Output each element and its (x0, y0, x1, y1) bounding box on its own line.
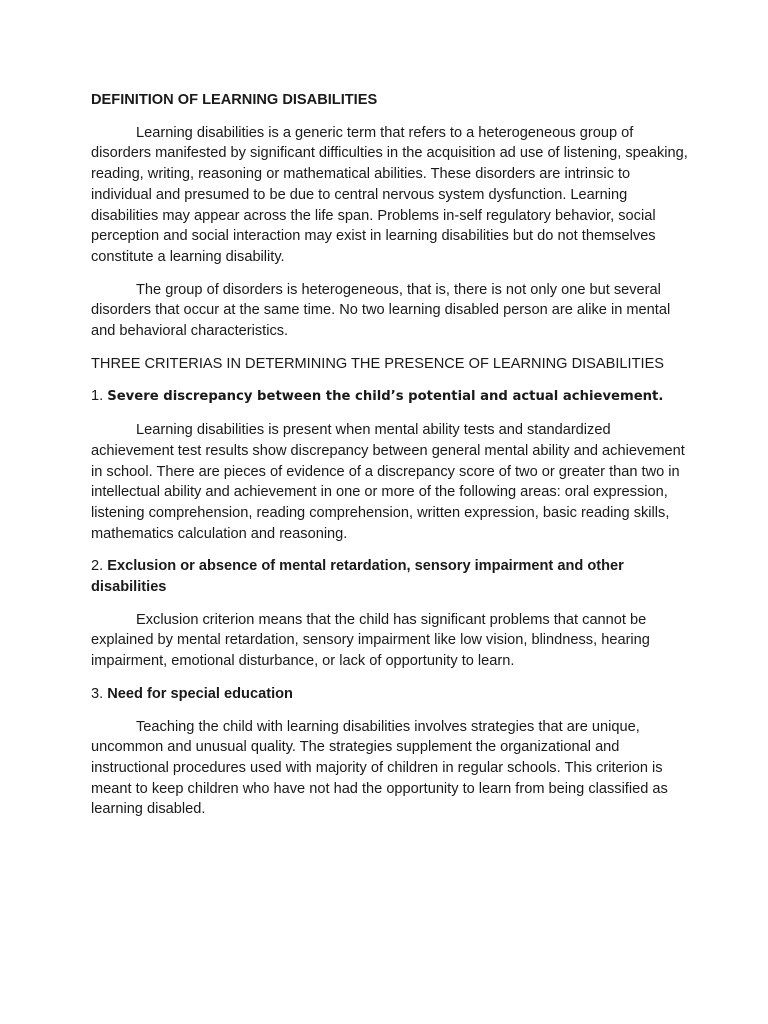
document-page (91, 90, 691, 832)
criterion-3-number: 3. (91, 685, 104, 702)
criterion-2-number: 2. (91, 558, 104, 575)
criterion-1-heading (91, 386, 691, 408)
criterion-3-heading (91, 684, 691, 705)
criterion-2-title: Exclusion or absence of mental retardation, sensory impairment and other disabilities (91, 558, 624, 596)
criterion-2-body: Exclusion criterion means that the child has significant problems that cannot be explained by mental retardation, sensory impairment like low vision, blindness, hearing impairment, emotional disturbance, or lack of opportunity to learn. (91, 611, 650, 670)
criteria-heading: THREE CRITERIAS IN DETERMINING THE PRESENCE OF LEARNING DISABILITIES (91, 355, 665, 372)
criterion-1-body: Learning disabilities is present when mental ability tests and standardized achievement test results show discrepancy between general mental ability and achievement in school. There are pieces of evidence of a discrepancy score of two or greater than two in intellectual ability and achievement in one or more of the following areas: oral expression, listening comprehension, reading comprehension, written expression, basic reading skills, mathematics calculation and reasoning. (91, 422, 685, 542)
criterion-3-body: Teaching the child with learning disabilities involves strategies that are unique, uncommon and unusual quality. The strategies supplement the organizational and instructional procedures used with majority of children in regular schools. This criterion is meant to keep children who have not had the opportunity to learn from being classified as learning disabled. (91, 718, 668, 818)
document-title: DEFINITION OF LEARNING DISABILITIES (91, 92, 378, 108)
heterogeneity-paragraph: The group of disorders is heterogeneous, that is, there is not only one but several disorders that occur at the same time. No two learning disabled person are alike in mental and behavioral characteristics. (91, 281, 671, 340)
criterion-3-title: Need for special education (107, 685, 293, 702)
criterion-2-heading (91, 556, 691, 597)
criterion-1-title: Severe discrepancy between the child’s potential and actual achievement. (107, 389, 664, 405)
criterion-1-number: 1. (91, 388, 104, 405)
definition-paragraph: Learning disabilities is a generic term that refers to a heterogeneous group of disorders manifested by significant difficulties in the acquisition ad use of listening, speaking, reading, writing, reasoning or mathematical abilities. These disorders are intrinsic to individual and presumed to be due to central nervous system dysfunction. Learning disabilities may appear across the life span. Problems in-self regulatory behavior, social perception and social interaction may exist in learning disabilities but do not themselves constitute a learning disability. (91, 124, 688, 265)
